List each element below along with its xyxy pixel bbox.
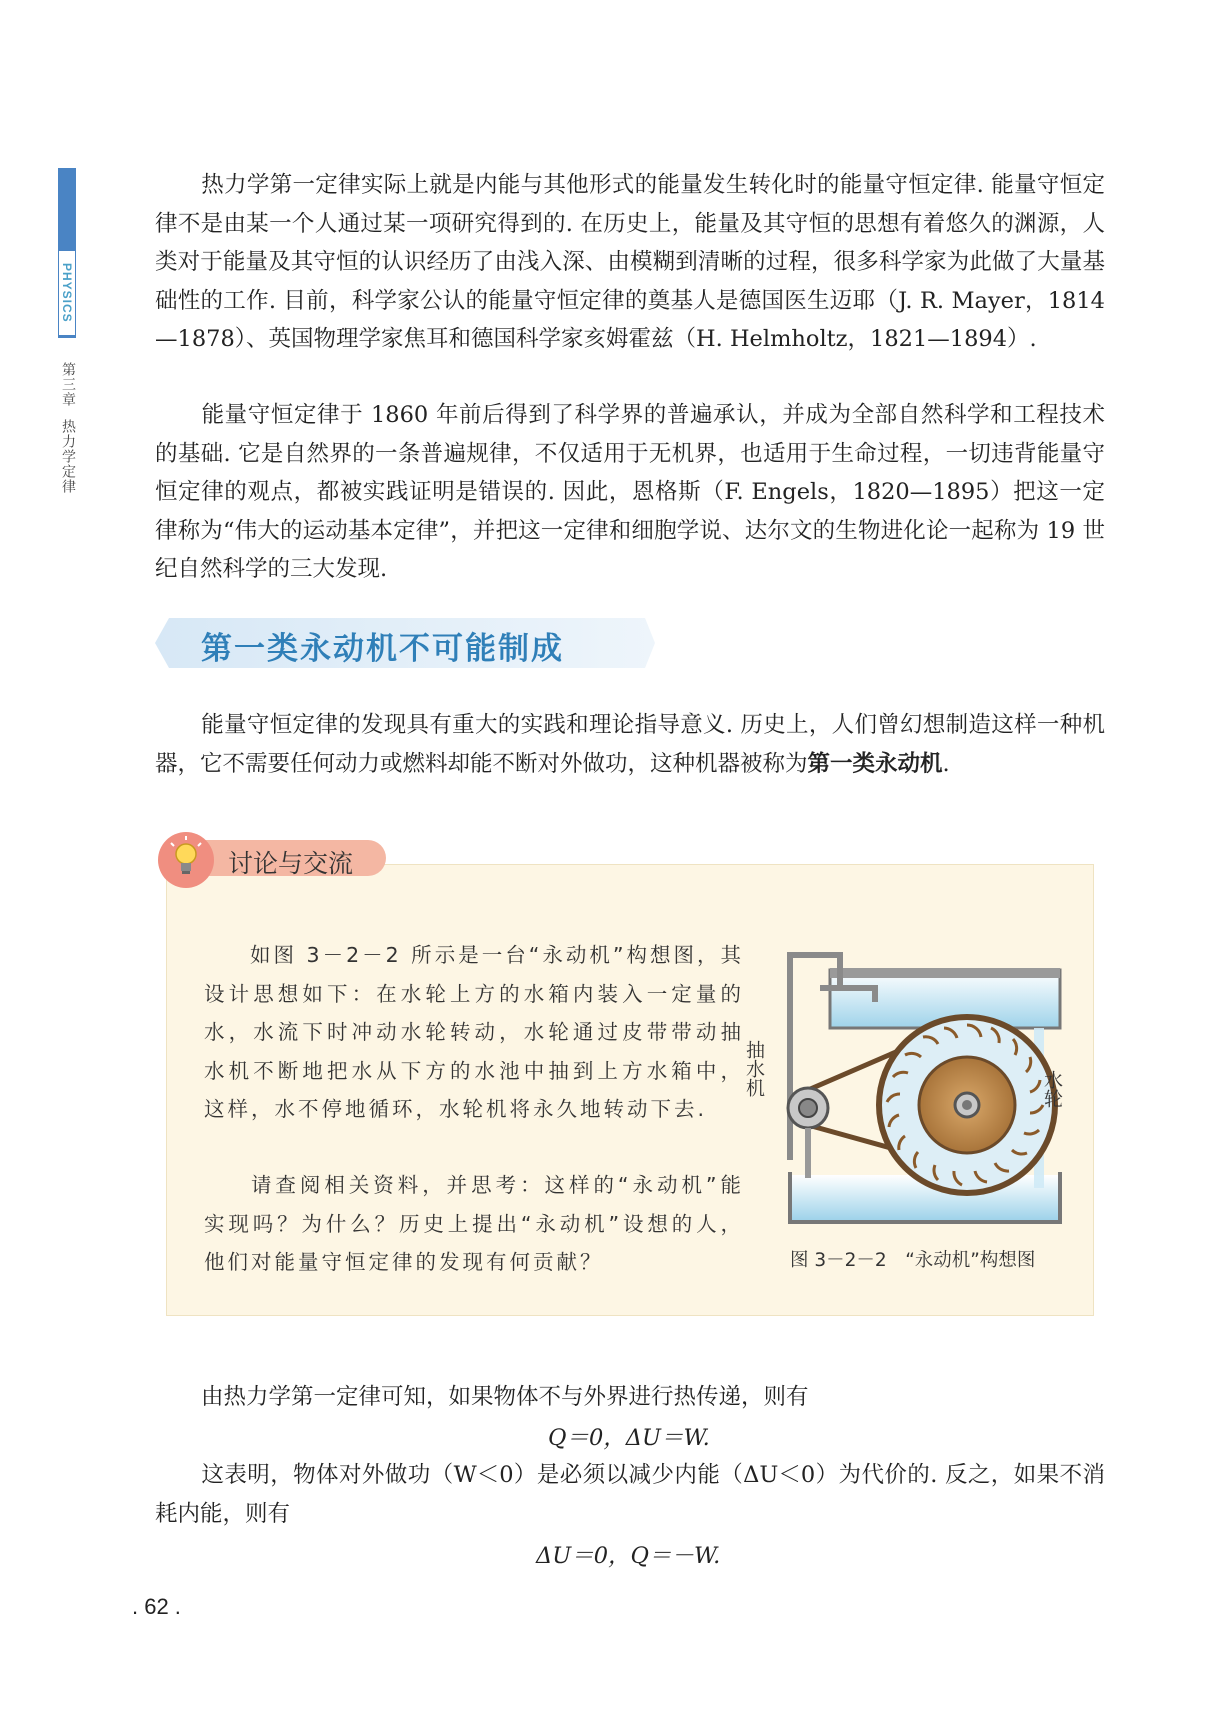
- chapter-number: 第三章: [60, 362, 76, 407]
- discussion-title: 讨论与交流: [228, 849, 354, 878]
- wheel-label: 水轮: [1041, 1070, 1063, 1108]
- chapter-title: 热力学定律: [60, 419, 76, 494]
- key-term: 第一类永动机: [807, 750, 943, 777]
- figure-caption: 图 3－2－2 “永动机”构想图: [790, 1250, 1036, 1271]
- section-title: 第一类永动机不可能制成: [201, 631, 564, 667]
- page-number: . 62 .: [132, 1594, 181, 1619]
- section-heading: [155, 616, 655, 670]
- perpetual-motion-figure: [770, 940, 1080, 1230]
- bottom-paragraph-1: 由热力学第一定律可知，如果物体不与外界进行热传递，则有: [201, 1384, 809, 1410]
- discussion-paragraph-1: 如图 3－2－2 所示是一台“永动机”构想图，其设计思想如下：在水轮上方的水箱内装入一定量的水，水流下时冲动水轮转动，水轮通过皮带带动抽水机不断地把水从下方的水池中抽到上方水箱中，这样，水不停地循环，水轮机将永久地转动下去.: [204, 943, 744, 1121]
- discussion-label: [158, 832, 380, 880]
- pump-label: 抽水机: [743, 1040, 765, 1097]
- water-wheel: [879, 1017, 1055, 1193]
- lightbulb-icon: [158, 832, 214, 888]
- pump-pulley: [788, 1088, 828, 1178]
- formula-1: Q＝0，ΔU＝W.: [548, 1425, 710, 1451]
- physics-label: PHYSICS: [60, 263, 74, 323]
- intro-paragraph-1: 热力学第一定律实际上就是内能与其他形式的能量发生转化时的能量守恒定律. 能量守恒定律不是由某一个人通过某一项研究得到的. 在历史上，能量及其守恒的思想有着悠久的渊源，人类对于能量及其守恒的认识经历了由浅入深、由模糊到清晰的过程，很多科学家为此做了大量基础性的工作. 目前，科学家公认的能量守恒定律的奠基人是德国医生迈耶（J. R. Mayer，1814—1878）、英国物理学家焦耳和德国科学家亥姆霍兹（H. Helmholtz，1821—1894）.: [155, 172, 1105, 352]
- bottom-paragraph-2: 这表明，物体对外做功（W＜0）是必须以减少内能（ΔU＜0）为代价的. 反之，如果不消耗内能，则有: [155, 1462, 1105, 1527]
- discussion-paragraph-2: 请查阅相关资料，并思考：这样的“永动机”能实现吗？为什么？历史上提出“永动机”设想的人，他们对能量守恒定律的发现有何贡献？: [204, 1173, 744, 1274]
- section-paragraph: 能量守恒定律的发现具有重大的实践和理论指导意义. 历史上，人们曾幻想制造这样一种机器，它不需要任何动力或燃料却能不断对外做功，这种机器被称为第一类永动机.: [155, 712, 1105, 777]
- formula-2: ΔU＝0，Q＝－W.: [536, 1543, 721, 1569]
- side-tab-physics: [58, 250, 76, 336]
- intro-paragraph-2: 能量守恒定律于 1860 年前后得到了科学界的普遍承认，并成为全部自然科学和工程技术的基础. 它是自然界的一条普遍规律，不仅适用于无机界，也适用于生命过程，一切违背能量守恒定律的观点，都被实践证明是错误的. 因此，恩格斯（F. Engels，1820—1895）把这一定律称为“伟大的运动基本定律”，并把这一定律和细胞学说、达尔文的生物进化论一起称为 19 世纪自然科学的三大发现.: [155, 402, 1105, 582]
- side-chapter-label: [58, 362, 78, 494]
